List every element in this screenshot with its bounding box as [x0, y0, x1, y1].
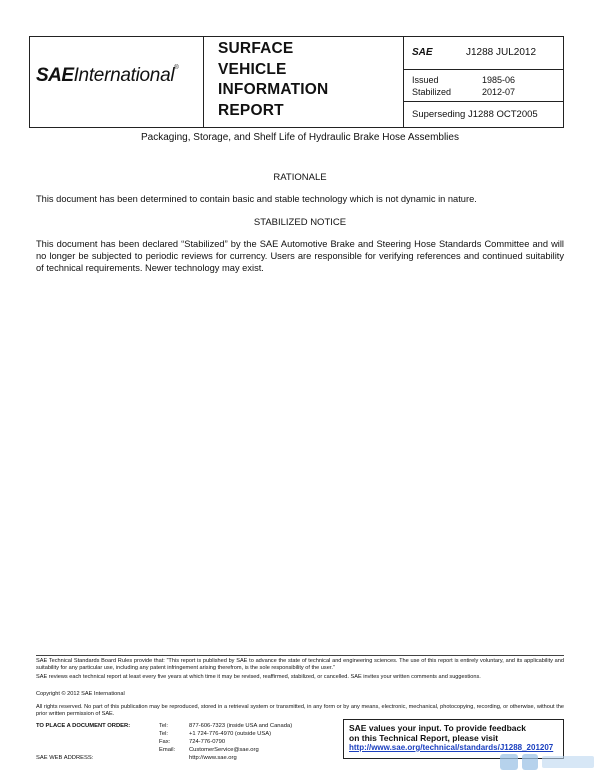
issued-row: [412, 74, 516, 86]
superseding: Superseding J1288 OCT2005: [412, 109, 538, 120]
doc-type-line: INFORMATION: [218, 81, 329, 98]
doc-type-line: SURFACE: [218, 40, 294, 57]
fax-label: Fax:: [159, 739, 171, 745]
tel-value: 877-606-7323 (inside USA and Canada): [189, 723, 293, 729]
web-label: SAE WEB ADDRESS:: [36, 755, 94, 761]
doc-type-cell: [204, 37, 404, 127]
tel2-label: Tel:: [159, 731, 169, 737]
divider: [404, 101, 563, 102]
doc-meta-cell: [404, 37, 563, 127]
order-label: TO PLACE A DOCUMENT ORDER:: [36, 723, 131, 729]
doc-type-line: VEHICLE: [218, 60, 287, 78]
doc-type-title: [218, 39, 328, 121]
doc-type-line: REPORT: [218, 101, 284, 119]
issued-value: 1985-06: [482, 75, 516, 85]
fax-value: 724-776-0790: [189, 739, 226, 745]
email-label: Email:: [159, 747, 176, 753]
logo-trademark: ®: [174, 65, 179, 71]
stabilized-notice-heading: STABILIZED NOTICE: [253, 217, 347, 228]
logo-cell: [30, 37, 204, 127]
rationale-text: This document has been determined to contain basic and stable technology which is not dynamic in nature.: [36, 194, 477, 204]
rationale-heading: RATIONALE: [273, 172, 327, 183]
divider: [404, 69, 563, 70]
footer-copyright: Copyright © 2012 SAE International: [36, 691, 125, 697]
document-header: [29, 36, 564, 128]
sae-mark: SAE: [412, 47, 433, 58]
watermark-logo-icon: [500, 748, 596, 774]
document-title: Packaging, Storage, and Shelf Life of Hydraulic Brake Hose Assemblies: [141, 132, 459, 143]
sae-international-logo: [36, 65, 179, 87]
logo-sae-text: SAE: [36, 65, 74, 86]
footer-rights: All rights reserved. No part of this publication may be reproduced, stored in a retrieval system or transmitted, in any form or by any means, electronic, mechanical, photocopying, recording, or otherwise, without the prior written permission of SAE.: [36, 704, 564, 717]
tel2-value: +1 724-776-4970 (outside USA): [189, 731, 272, 737]
doc-number: J1288 JUL2012: [466, 47, 537, 58]
stabilized-value: 2012-07: [482, 87, 516, 97]
web-value[interactable]: http://www.sae.org: [189, 755, 237, 761]
logo-international-text: International: [73, 65, 175, 86]
footer-review: SAE reviews each technical report at least every five years at which time it may be revised, reaffirmed, stabilized, or cancelled. SAE invites your written comments and suggestions.: [36, 674, 481, 680]
tel-label: Tel:: [159, 723, 169, 729]
issued-label: Issued: [412, 75, 439, 85]
stabilized-notice-text: This document has been declared “Stabilized” by the SAE Automotive Brake and Steering Hose Standards Committee and will no longer be subjected to periodic reviews for currency. Users are responsible for verifying references and continued suitability of technical requirements. Newer technology may exist.: [36, 239, 564, 273]
feedback-line: on this Technical Report, please visit: [349, 733, 499, 743]
feedback-link[interactable]: http://www.sae.org/technical/standards/J1288_201207: [349, 743, 554, 752]
footer-divider: [36, 655, 564, 656]
feedback-line: SAE values your input. To provide feedback: [349, 723, 526, 733]
stabilized-row: [412, 86, 516, 98]
email-value[interactable]: CustomerService@sae.org: [189, 747, 259, 753]
stabilized-label: Stabilized: [412, 87, 452, 97]
footer-rules: SAE Technical Standards Board Rules provide that: “This report is published by SAE to advance the state of technical and engineering sciences. The use of this report is entirely voluntary, and its applicability and suitability for any particular use, including any patent infringement arising therefrom, is the sole responsibility of the user.”: [36, 658, 564, 671]
